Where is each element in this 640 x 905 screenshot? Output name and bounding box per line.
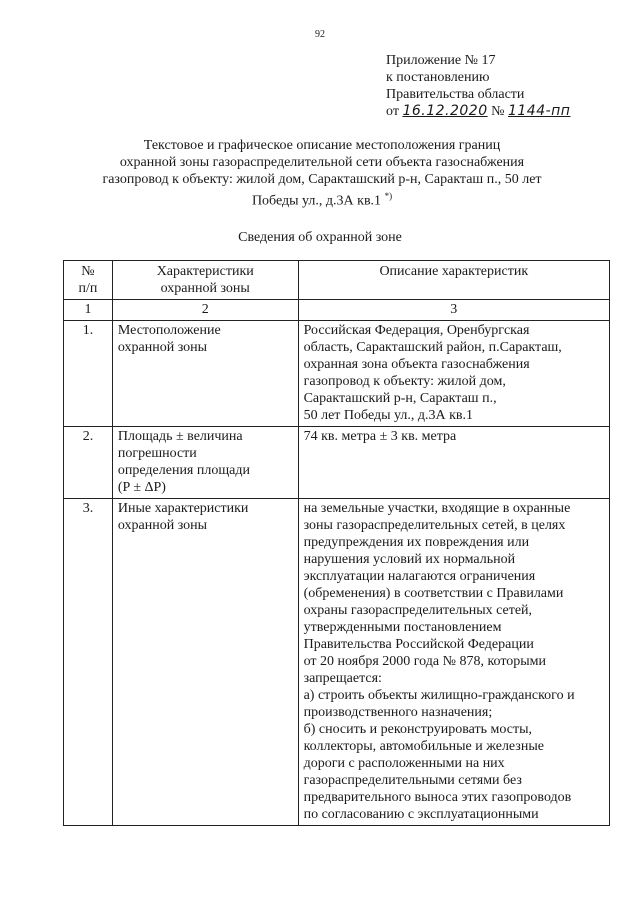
- header-characteristic: [112, 261, 298, 300]
- footnote-mark: *): [384, 191, 393, 201]
- title-line: газопровод к объекту: жилой дом, Саракташский р-н, Саракташ п., 50 лет: [102, 172, 542, 187]
- table-row: [64, 321, 610, 427]
- header-description: [298, 261, 609, 300]
- cell-line: утвержденными постановлением: [303, 620, 502, 635]
- cell-line: эксплуатации налагаются ограничения: [303, 569, 536, 584]
- cell-line: охранной зоны: [117, 518, 208, 533]
- row-characteristic: [112, 499, 298, 826]
- cell-line: нарушения условий их нормальной: [303, 552, 516, 567]
- cell-line: предупреждения их повреждения или: [303, 535, 530, 550]
- cell-line: газораспределительными сетями без: [303, 773, 522, 788]
- cell-line: охранной зоны: [117, 340, 208, 355]
- cell-line: а) строить объекты жилищно-гражданского и: [303, 688, 575, 703]
- appendix-ref-line: к постановлению: [386, 70, 490, 85]
- cell-line: б) сносить и реконструировать мосты,: [303, 722, 532, 737]
- column-number: 1: [64, 300, 113, 321]
- row-characteristic: [112, 321, 298, 427]
- cell-line: предварительного выноса этих газопроводов: [303, 790, 572, 805]
- cell-line: по согласованию с эксплуатационными: [303, 807, 539, 822]
- cell-line: Российская Федерация, Оренбургская: [303, 323, 530, 338]
- table-row: [64, 499, 610, 826]
- handwritten-number: 1144-пп: [507, 103, 571, 119]
- table-row: [64, 427, 610, 499]
- cell-line: запрещается:: [303, 671, 382, 686]
- appendix-title: Приложение № 17: [386, 53, 496, 68]
- row-characteristic: [112, 427, 298, 499]
- number-label: №: [491, 104, 505, 119]
- row-description: [298, 321, 609, 427]
- header-line: Описание характеристик: [379, 264, 529, 279]
- zone-info-table: [63, 260, 610, 826]
- page-number: 92: [315, 29, 325, 40]
- column-number: 3: [298, 300, 609, 321]
- cell-line: Саракташский р-н, Саракташ п.,: [303, 391, 497, 406]
- cell-line: область, Саракташский район, п.Саракташ,: [303, 340, 562, 355]
- cell-line: газопровод к объекту: жилой дом,: [303, 374, 506, 389]
- row-description: [298, 427, 609, 499]
- cell-line: (обременения) в соответствии с Правилами: [303, 586, 564, 601]
- cell-line: 50 лет Победы ул., д.3А кв.1: [303, 408, 474, 423]
- row-number: 1.: [64, 321, 113, 427]
- handwritten-date: 16.12.2020: [402, 103, 488, 119]
- table-header-row: [64, 261, 610, 300]
- column-number: 2: [112, 300, 298, 321]
- cell-line: от 20 ноября 2000 года № 878, которыми: [303, 654, 547, 669]
- cell-line: Иные характеристики: [117, 501, 249, 516]
- cell-line: (P ± ΔP): [117, 480, 166, 495]
- cell-line: коллекторы, автомобильные и железные: [303, 739, 544, 754]
- header-line: Характеристики: [156, 264, 254, 279]
- cell-line: Площадь ± величина: [117, 429, 243, 444]
- header-line: п/п: [78, 281, 98, 296]
- cell-line: дороги с расположенными на них: [303, 756, 505, 771]
- cell-line: Местоположение: [117, 323, 221, 338]
- section-title: Сведения об охранной зоне: [238, 230, 402, 245]
- cell-line: на земельные участки, входящие в охранные: [303, 501, 571, 516]
- cell-line: определения площади: [117, 463, 250, 478]
- title-line: охранной зоны газораспределительной сети объекта газоснабжения: [119, 155, 525, 170]
- title-line: Текстовое и графическое описание местоположения границ: [143, 138, 501, 153]
- title-line: [80, 188, 564, 210]
- header-line: охранной зоны: [160, 281, 250, 296]
- appendix-authority: Правительства области: [386, 87, 525, 102]
- header-num: [64, 261, 113, 300]
- cell-line: Правительства Российской Федерации: [303, 637, 534, 652]
- cell-line: производственного назначения;: [303, 705, 493, 720]
- cell-line: зоны газораспределительных сетей, в целях: [303, 518, 566, 533]
- title-line-text: Победы ул., д.3А кв.1: [251, 193, 382, 209]
- row-number: 2.: [64, 427, 113, 499]
- column-number-row: [64, 300, 610, 321]
- cell-line: охраны газораспределительных сетей,: [303, 603, 533, 618]
- header-line: №: [81, 264, 95, 279]
- cell-line: 74 кв. метра ± 3 кв. метра: [303, 429, 457, 444]
- row-number: 3.: [64, 499, 113, 826]
- appendix-date-line: [386, 103, 570, 120]
- row-description: [298, 499, 609, 826]
- from-label: от: [386, 104, 399, 119]
- document-title: [80, 137, 564, 210]
- appendix-block: [386, 52, 570, 120]
- cell-line: погрешности: [117, 446, 197, 461]
- cell-line: охранная зона объекта газоснабжения: [303, 357, 530, 372]
